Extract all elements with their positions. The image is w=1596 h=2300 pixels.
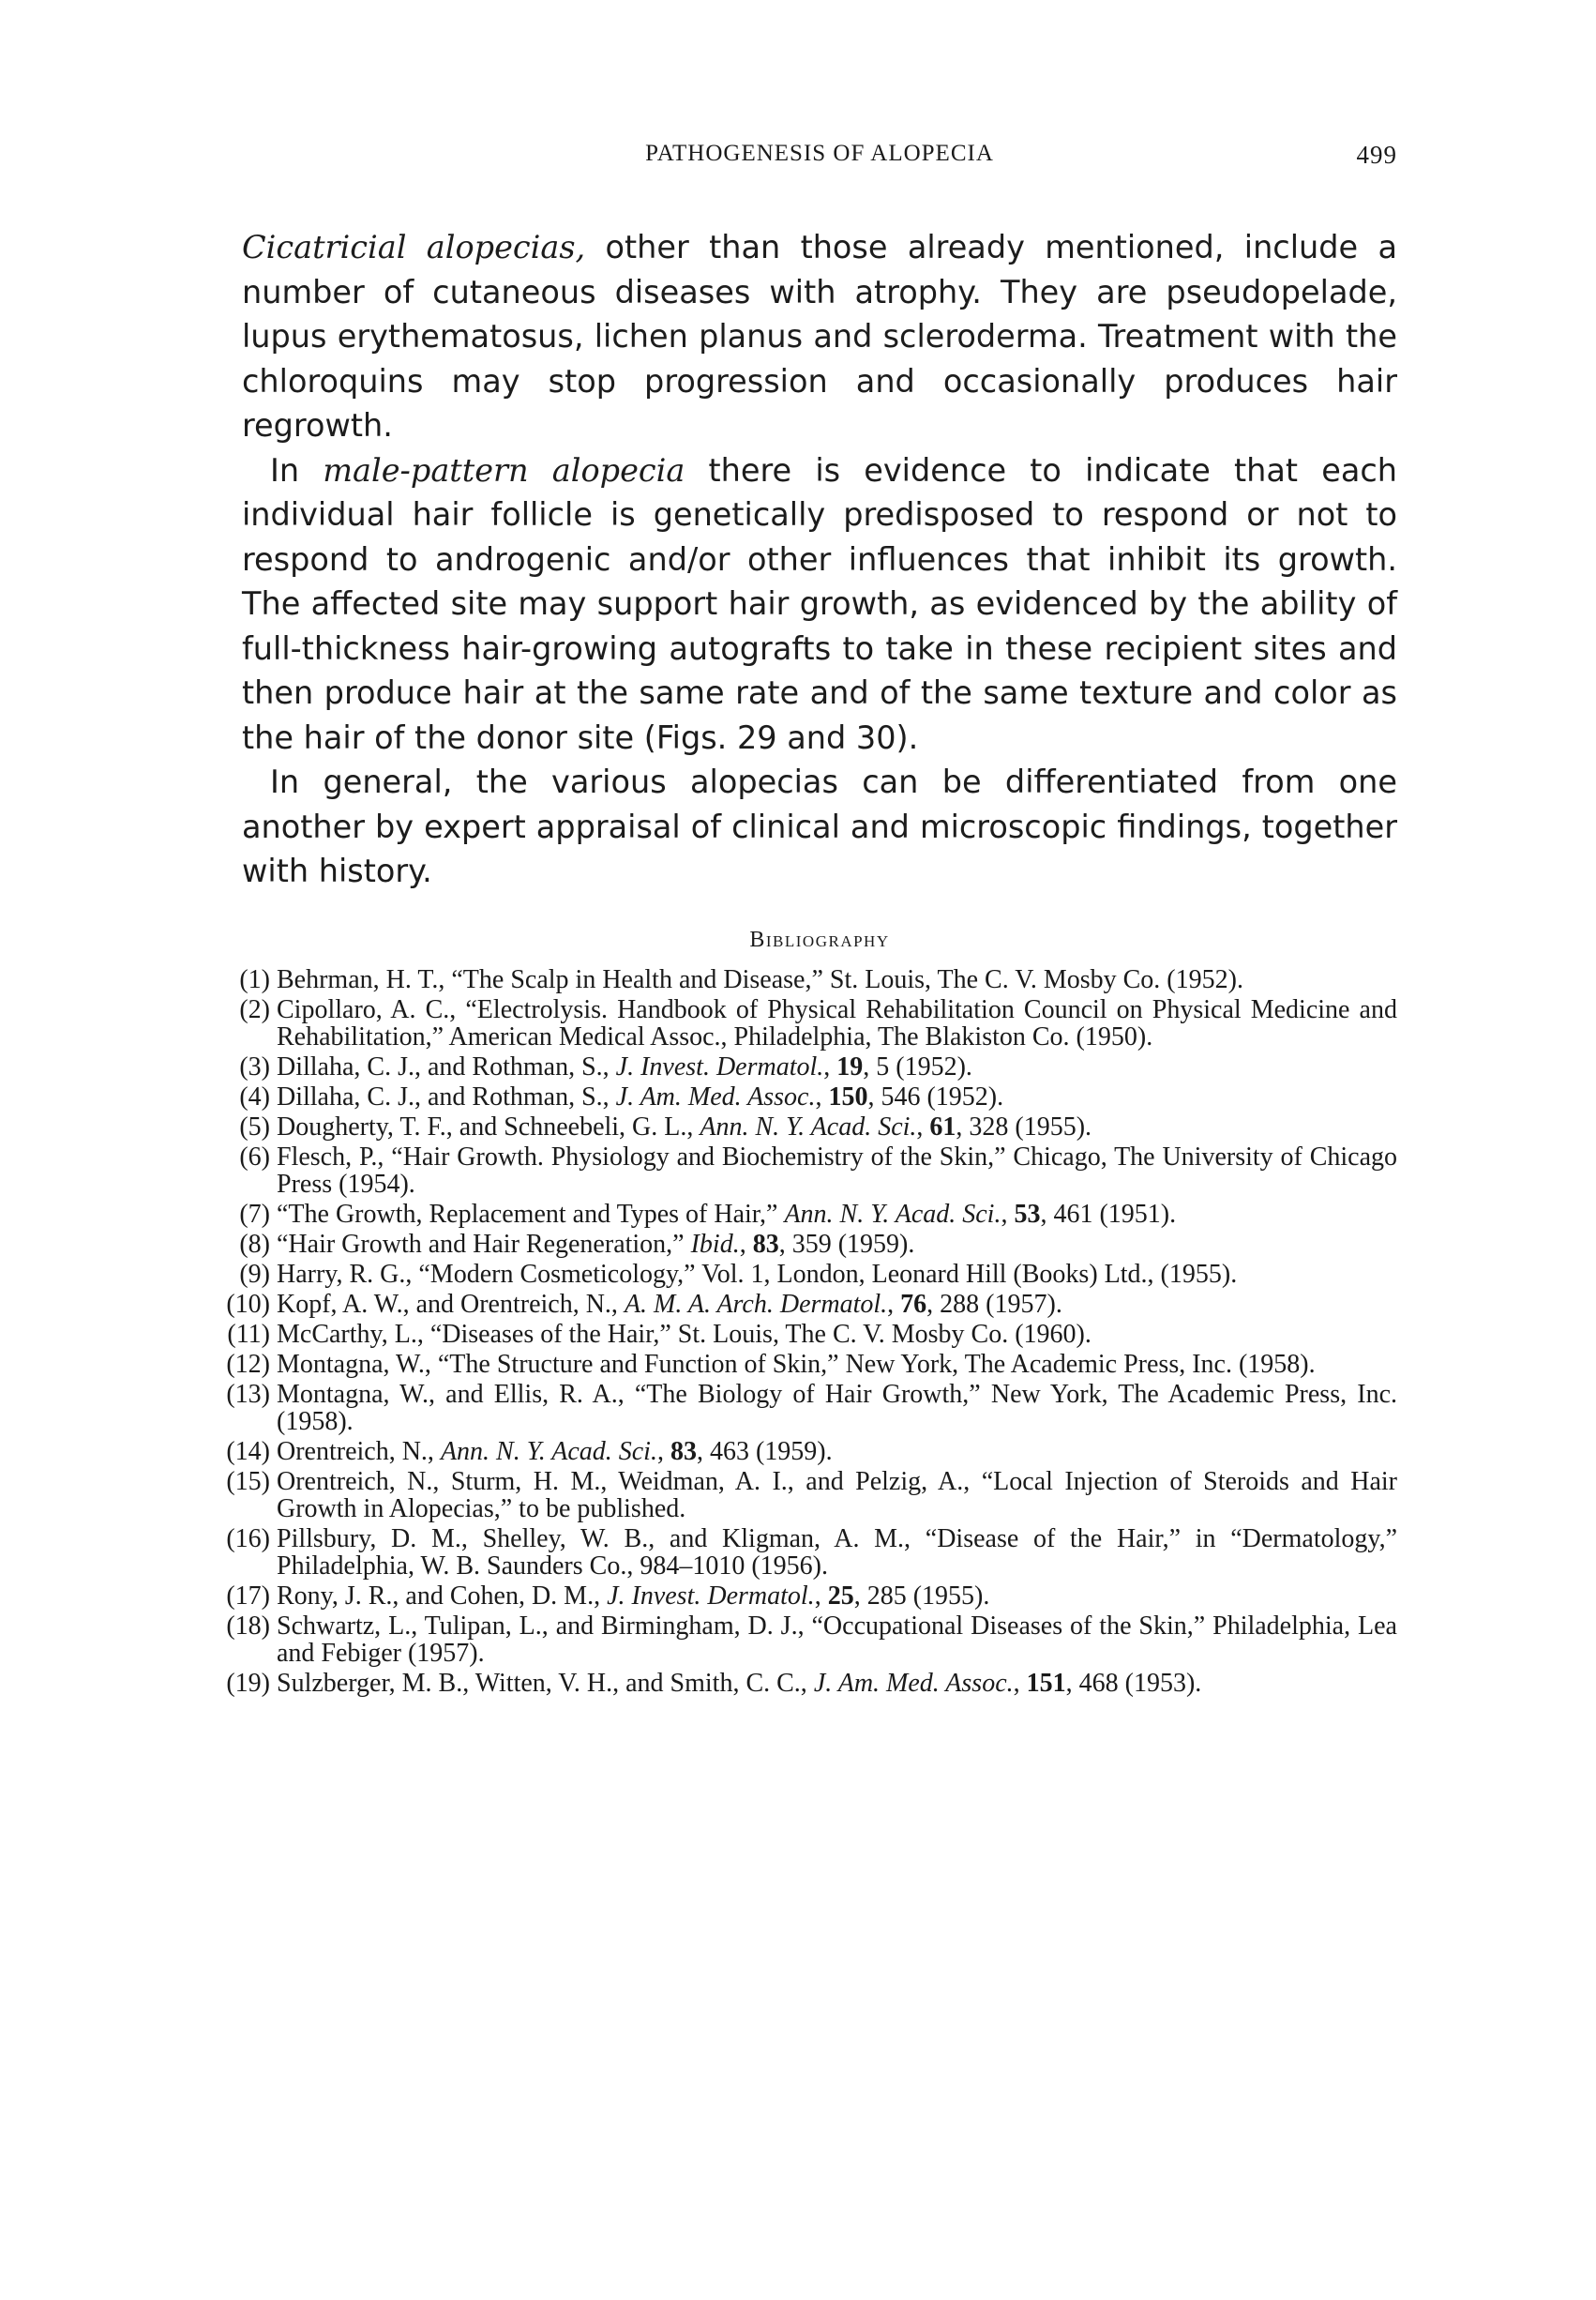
reference-item: [226, 1581, 1397, 1611]
reference-number: (3): [239, 1052, 270, 1082]
reference-item: [239, 994, 1397, 1052]
reference-item: [239, 1142, 1397, 1199]
reference-text: Harry, R. G., “Modern Cosmeticology,” Vol. 1, London, Leonard Hill (Books) Ltd., (1955).: [277, 1259, 1238, 1289]
reference-text: ,: [1001, 1199, 1015, 1229]
reference-item: [239, 1229, 1397, 1259]
reference-text: ,: [823, 1052, 837, 1082]
reference-text: ,: [916, 1112, 930, 1142]
paragraph-cicatricial: [242, 225, 1397, 448]
paragraph-text: other than those already mentioned, include a number of cutaneous diseases with atrophy. They are pseudopelade, lupus erythematosus, lichen planus and scleroderma. Treatment with the chloroquins may stop progression and occasionally produces hair regrowth.: [242, 229, 1397, 444]
reference-number: (4): [239, 1082, 270, 1112]
reference-item: [226, 1379, 1397, 1436]
reference-number: (10): [226, 1289, 270, 1319]
reference-text: , 468 (1953).: [1065, 1668, 1202, 1698]
reference-number: (5): [239, 1112, 270, 1142]
reference-journal: Ann. N. Y. Acad. Sci.: [784, 1199, 1001, 1229]
reference-volume: 53: [1014, 1199, 1041, 1229]
reference-text: ,: [815, 1082, 829, 1112]
reference-number: (17): [226, 1581, 270, 1611]
reference-text: , 285 (1955).: [853, 1581, 990, 1611]
reference-journal: J. Invest. Dermatol.: [607, 1581, 815, 1611]
running-head: [242, 141, 1397, 178]
reference-number: (11): [227, 1319, 270, 1349]
reference-list: [226, 964, 1397, 1698]
reference-volume: 61: [929, 1112, 956, 1142]
reference-text: McCarthy, L., “Diseases of the Hair,” St. Louis, The C. V. Mosby Co. (1960).: [277, 1319, 1092, 1349]
reference-text: Dillaha, C. J., and Rothman, S.,: [277, 1082, 616, 1112]
paragraph-text: there is evidence to indicate that each individual hair follicle is genetically predisposed to respond or not to respond to androgenic and/or other influences that inhibit its growth. The affected site may support hair growth, as evidenced by the ability of full-thickness hair-growing autografts to take in these recipient sites and then produce hair at the same rate and of the same texture and color as the hair of the donor site (Figs. 29 and 30).: [242, 451, 1398, 756]
reference-text: Sulzberger, M. B., Witten, V. H., and Smith, C. C.,: [277, 1668, 814, 1698]
reference-text: Flesch, P., “Hair Growth. Physiology and Biochemistry of the Skin,” Chicago, The University of Chicago Press (1954).: [277, 1142, 1397, 1199]
reference-text: , 546 (1952).: [867, 1082, 1004, 1112]
reference-number: (16): [226, 1523, 270, 1553]
paragraph-text: In general, the various alopecias can be differentiated from one another by expert appraisal of clinical and microscopic findings, together with history.: [242, 764, 1397, 889]
paragraph-pre: In: [270, 451, 324, 489]
reference-number: (15): [226, 1466, 270, 1496]
reference-number: (18): [226, 1611, 270, 1641]
reference-item: [226, 1611, 1397, 1668]
reference-item: [227, 1319, 1397, 1349]
reference-item: [239, 1199, 1397, 1229]
reference-number: (7): [239, 1199, 270, 1229]
reference-item: [226, 1289, 1397, 1319]
reference-number: (12): [226, 1349, 270, 1379]
paragraph-italic-term: male-pattern alopecia: [323, 451, 685, 489]
reference-text: ,: [1013, 1668, 1027, 1698]
reference-item: [226, 1349, 1397, 1379]
reference-volume: 83: [670, 1436, 697, 1466]
reference-item: [226, 1523, 1397, 1581]
reference-number: (1): [239, 964, 270, 994]
reference-text: Montagna, W., “The Structure and Function of Skin,” New York, The Academic Press, Inc. (1958).: [277, 1349, 1316, 1379]
reference-text: ,: [887, 1289, 901, 1319]
reference-journal: Ann. N. Y. Acad. Sci.: [440, 1436, 657, 1466]
reference-journal: A. M. A. Arch. Dermatol.: [624, 1289, 888, 1319]
reference-text: Behrman, H. T., “The Scalp in Health and Disease,” St. Louis, The C. V. Mosby Co. (1952).: [277, 964, 1243, 994]
reference-journal: J. Am. Med. Assoc.: [615, 1082, 816, 1112]
reference-item: [239, 1052, 1397, 1082]
reference-text: Orentreich, N., Sturm, H. M., Weidman, A. I., and Pelzig, A., “Local Injection of Steroids and Hair Growth in Alopecias,” to be published.: [277, 1466, 1397, 1523]
reference-journal: Ibid.: [690, 1229, 740, 1259]
reference-text: , 5 (1952).: [863, 1052, 972, 1082]
paragraph-general: [242, 760, 1397, 894]
reference-text: Kopf, A. W., and Orentreich, N.,: [277, 1289, 625, 1319]
reference-text: Montagna, W., and Ellis, R. A., “The Biology of Hair Growth,” New York, The Academic Press, Inc. (1958).: [277, 1379, 1397, 1436]
page: [226, 141, 1398, 1700]
page-number: 499: [1356, 141, 1397, 169]
reference-journal: Ann. N. Y. Acad. Sci.: [700, 1112, 917, 1142]
reference-volume: 19: [836, 1052, 864, 1082]
reference-text: Orentreich, N.,: [277, 1436, 441, 1466]
reference-text: ,: [656, 1436, 670, 1466]
reference-number: (2): [239, 994, 270, 1024]
reference-text: Schwartz, L., Tulipan, L., and Birmingham, D. J., “Occupational Diseases of the Skin,” Philadelphia, Lea and Febiger (1957).: [277, 1611, 1397, 1668]
reference-text: Dougherty, T. F., and Schneebeli, G. L.,: [277, 1112, 700, 1142]
bibliography-heading: Bibliography: [749, 927, 890, 952]
reference-number: (9): [239, 1259, 270, 1289]
reference-text: , 461 (1951).: [1040, 1199, 1177, 1229]
reference-volume: 25: [827, 1581, 854, 1611]
reference-item: [226, 1466, 1397, 1523]
reference-journal: J. Invest. Dermatol.: [615, 1052, 824, 1082]
reference-number: (13): [226, 1379, 270, 1409]
reference-number: (19): [226, 1668, 270, 1698]
reference-text: “Hair Growth and Hair Regeneration,”: [277, 1229, 691, 1259]
reference-item: [226, 1668, 1397, 1698]
reference-volume: 76: [900, 1289, 927, 1319]
reference-text: , 328 (1955).: [956, 1112, 1092, 1142]
paragraph-lead-italic: Cicatricial alopecias,: [242, 229, 586, 265]
reference-text: , 463 (1959).: [696, 1436, 833, 1466]
reference-text: “The Growth, Replacement and Types of Hair,”: [277, 1199, 785, 1229]
reference-text: Pillsbury, D. M., Shelley, W. B., and Kligman, A. M., “Disease of the Hair,” in “Dermatology,” Philadelphia, W. B. Saunders Co., 984–1010 (1956).: [277, 1523, 1397, 1581]
paragraph-male-pattern: [242, 448, 1397, 761]
body-text: [242, 225, 1397, 894]
reference-item: [239, 1082, 1397, 1112]
reference-item: [239, 964, 1397, 994]
reference-text: , 288 (1957).: [926, 1289, 1062, 1319]
reference-volume: 151: [1026, 1668, 1066, 1698]
reference-volume: 83: [752, 1229, 779, 1259]
reference-text: ,: [739, 1229, 753, 1259]
reference-number: (6): [239, 1142, 270, 1172]
reference-item: [226, 1436, 1397, 1466]
reference-text: ,: [814, 1581, 828, 1611]
reference-text: Rony, J. R., and Cohen, D. M.,: [277, 1581, 608, 1611]
reference-text: Dillaha, C. J., and Rothman, S.,: [277, 1052, 616, 1082]
reference-number: (8): [239, 1229, 270, 1259]
reference-item: [239, 1112, 1397, 1142]
reference-journal: J. Am. Med. Assoc.: [813, 1668, 1014, 1698]
running-title: PATHOGENESIS OF ALOPECIA: [645, 141, 994, 166]
reference-number: (14): [226, 1436, 270, 1466]
reference-volume: 150: [828, 1082, 868, 1112]
reference-item: [239, 1259, 1397, 1289]
reference-text: Cipollaro, A. C., “Electrolysis. Handbook of Physical Rehabilitation Council on Physical Medicine and Rehabilitation,” American Medical Assoc., Philadelphia, The Blakiston Co. (1950).: [277, 994, 1397, 1052]
reference-text: , 359 (1959).: [778, 1229, 915, 1259]
